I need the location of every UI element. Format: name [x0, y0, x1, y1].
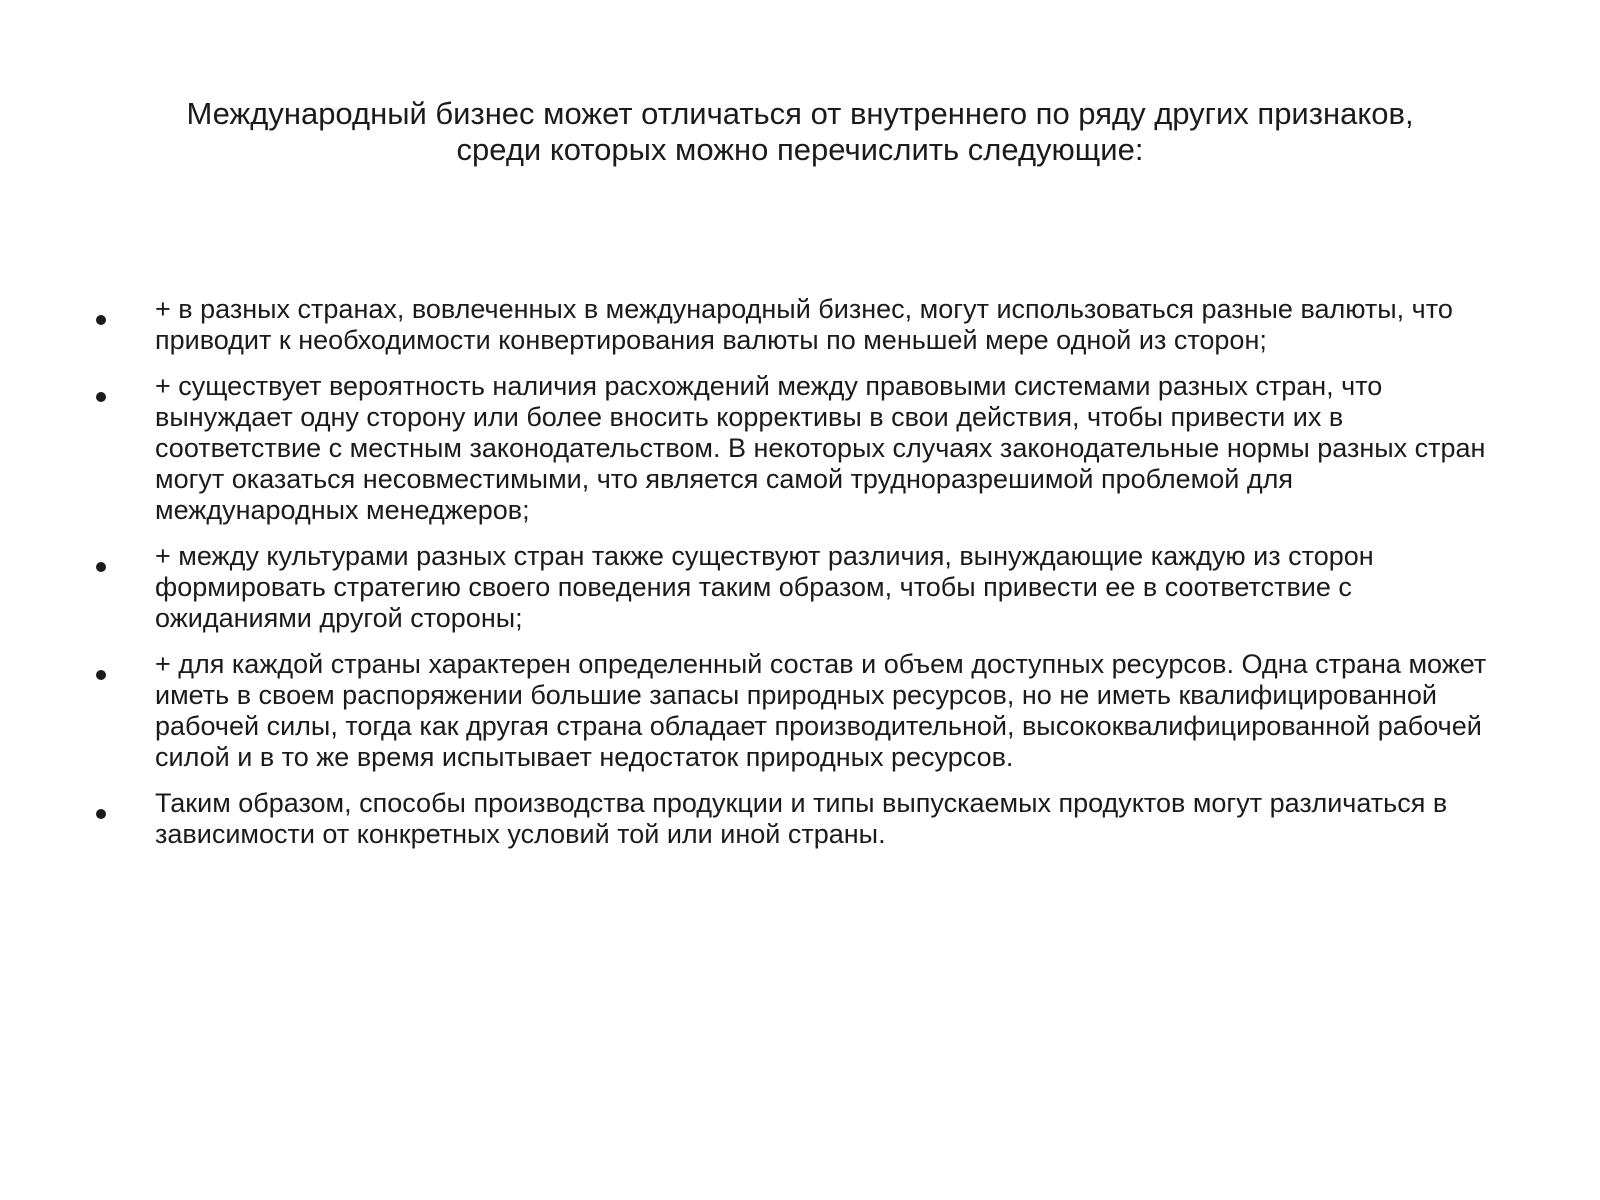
slide-title-line-2: среди которых можно перечислить следующие: [456, 132, 1144, 167]
slide-title-line-1: Международный бизнес может отличаться от внутреннего по ряду других признаков, [186, 96, 1414, 131]
slide-title [100, 96, 1500, 168]
bullet-text: + в разных странах, вовлеченных в международный бизнес, могут использоваться разные валюты, что приводит к необходимости конвертирования валюты по меньшей мере одной из сторон; [155, 294, 1453, 355]
list-item [96, 541, 1500, 634]
list-item [96, 294, 1500, 356]
list-item [96, 649, 1500, 773]
list-item [96, 788, 1500, 850]
bullet-dot-icon [96, 809, 106, 819]
bullet-text: + между культурами разных стран также существуют различия, вынуждающие каждую из сторон формировать стратегию своего поведения таким образом, чтобы привести ее в соответствие с ожиданиями другой стороны; [155, 541, 1374, 633]
list-item [96, 371, 1500, 526]
bullet-text: + существует вероятность наличия расхождений между правовыми системами разных стран, что вынуждает одну сторону или более вносить коррективы в свои действия, чтобы привести их в соответствие с местным законодательством. В некоторых случаях законодательные нормы разных стран могут оказаться несовместимыми, что является самой трудноразрешимой проблемой для международных менеджеров; [155, 371, 1486, 525]
bullet-text: Таким образом, способы производства продукции и типы выпускаемых продуктов могут различаться в зависимости от конкретных условий той или иной страны. [155, 788, 1448, 849]
bullet-dot-icon [96, 392, 106, 402]
bullet-list [96, 294, 1500, 865]
bullet-text: + для каждой страны характерен определенный состав и объем доступных ресурсов. Одна страна может иметь в своем распоряжении большие запасы природных ресурсов, но не иметь квалифицированной рабочей силы, тогда как другая страна обладает производительной, высококвалифицированной рабочей силой и в то же время испытывает недостаток природных ресурсов. [155, 649, 1487, 772]
bullet-dot-icon [96, 670, 106, 680]
bullet-dot-icon [96, 562, 106, 572]
bullet-dot-icon [96, 315, 106, 325]
